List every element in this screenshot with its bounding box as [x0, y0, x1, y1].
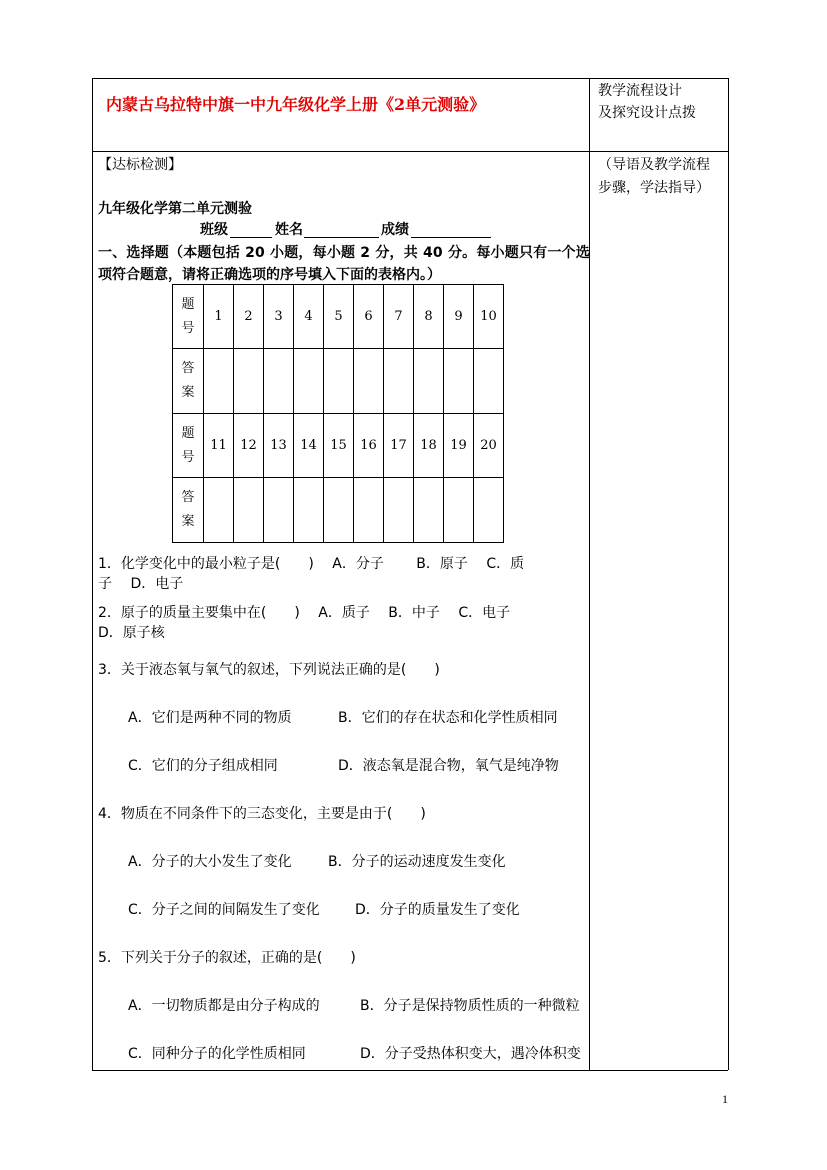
table-row	[173, 285, 504, 349]
question-number-header: 题 号	[173, 414, 204, 478]
frame-bottom-line	[92, 1070, 728, 1071]
table-row	[173, 414, 504, 478]
question-5-option-d: D．分子受热体积变大，遇冷体积变	[360, 1046, 581, 1062]
question-number-cell: 1	[204, 285, 234, 349]
answer-cell[interactable]	[264, 478, 294, 543]
question-5: 5．下列关于分子的叙述，正确的是( )	[98, 950, 356, 966]
answer-cell[interactable]	[414, 349, 444, 414]
answer-cell[interactable]	[204, 349, 234, 414]
instruction-line1: 一、选择题（本题包括 20 小题，每小题 2 分，共 40 分。每小题只有一个选	[98, 245, 590, 261]
answer-cell[interactable]	[474, 349, 504, 414]
side-note-line1: （导语及教学流程	[598, 157, 710, 173]
score-label: 成绩	[381, 222, 409, 238]
question-number-cell: 19	[444, 414, 474, 478]
question-number-cell: 5	[324, 285, 354, 349]
answer-cell[interactable]	[234, 478, 264, 543]
answer-cell[interactable]	[444, 349, 474, 414]
question-number-cell: 3	[264, 285, 294, 349]
frame-left-line	[92, 78, 93, 1070]
answer-cell[interactable]	[294, 349, 324, 414]
question-number-cell: 20	[474, 414, 504, 478]
answer-cell[interactable]	[354, 478, 384, 543]
question-4: 4．物质在不同条件下的三态变化，主要是由于( )	[98, 806, 426, 822]
answer-header: 答 案	[173, 349, 204, 414]
class-blank	[230, 237, 272, 238]
question-number-cell: 16	[354, 414, 384, 478]
answer-cell[interactable]	[414, 478, 444, 543]
answer-cell[interactable]	[204, 478, 234, 543]
answer-cell[interactable]	[444, 478, 474, 543]
question-number-cell: 13	[264, 414, 294, 478]
frame-header-divider	[92, 151, 728, 152]
question-number-header: 题 号	[173, 285, 204, 349]
question-number-cell: 6	[354, 285, 384, 349]
side-note-line2: 步骤，学法指导）	[598, 180, 710, 196]
question-number-cell: 11	[204, 414, 234, 478]
answer-cell[interactable]	[324, 349, 354, 414]
question-5-option-c: C．同种分子的化学性质相同	[128, 1046, 306, 1062]
answer-cell[interactable]	[324, 478, 354, 543]
question-number-cell: 17	[384, 414, 414, 478]
test-name: 九年级化学第二单元测验	[98, 201, 252, 217]
answer-cell[interactable]	[354, 349, 384, 414]
question-5-option-a: A．一切物质都是由分子构成的	[128, 998, 320, 1014]
answer-table	[172, 284, 504, 543]
answer-cell[interactable]	[384, 478, 414, 543]
question-2-line2: D．原子核	[98, 625, 165, 641]
frame-right-line	[728, 78, 729, 1070]
page-number: 1	[722, 1092, 728, 1106]
question-3-option-a: A．它们是两种不同的物质	[128, 710, 292, 726]
question-4-option-a: A．分子的大小发生了变化	[128, 854, 292, 870]
question-4-option-c: C．分子之间的间隔发生了变化	[128, 902, 320, 918]
question-4-option-b: B．分子的运动速度发生变化	[328, 854, 506, 870]
question-3-option-b: B．它们的存在状态和化学性质相同	[338, 710, 558, 726]
question-number-cell: 15	[324, 414, 354, 478]
question-3: 3．关于液态氧与氧气的叙述，下列说法正确的是( )	[98, 662, 440, 678]
instruction-line2: 项符合题意，请将正确选项的序号填入下面的表格内。）	[98, 267, 441, 283]
document-title: 内蒙古乌拉特中旗一中九年级化学上册《2单元测验》	[106, 95, 486, 114]
question-number-cell: 7	[384, 285, 414, 349]
question-5-option-b: B．分子是保持物质性质的一种微粒	[360, 998, 580, 1014]
answer-cell[interactable]	[294, 478, 324, 543]
question-2-line1: 2．原子的质量主要集中在( ) A．质子 B．中子 C．电子	[98, 605, 511, 621]
student-name-label: 姓名	[275, 222, 303, 238]
side-header-line2: 及探究设计点拨	[598, 105, 696, 121]
answer-cell[interactable]	[384, 349, 414, 414]
question-number-cell: 8	[414, 285, 444, 349]
question-number-cell: 10	[474, 285, 504, 349]
answer-cell[interactable]	[474, 478, 504, 543]
question-number-cell: 18	[414, 414, 444, 478]
question-1-line1: 1．化学变化中的最小粒子是( ) A．分子 B．原子 C．质	[98, 556, 525, 572]
answer-cell[interactable]	[264, 349, 294, 414]
table-row	[173, 478, 504, 543]
score-blank	[411, 237, 491, 238]
question-3-option-d: D．液态氧是混合物，氧气是纯净物	[338, 758, 559, 774]
question-4-option-d: D．分子的质量发生了变化	[355, 902, 520, 918]
question-3-option-c: C．它们的分子组成相同	[128, 758, 278, 774]
question-number-cell: 14	[294, 414, 324, 478]
name-blank	[304, 237, 379, 238]
side-header-line1: 教学流程设计	[598, 83, 682, 99]
answer-header: 答 案	[173, 478, 204, 543]
section-label: 【达标检测】	[98, 157, 182, 173]
question-number-cell: 2	[234, 285, 264, 349]
question-number-cell: 4	[294, 285, 324, 349]
question-number-cell: 12	[234, 414, 264, 478]
question-1-line2: 子 D．电子	[98, 576, 184, 592]
frame-top-line	[92, 78, 728, 79]
class-label: 班级	[200, 222, 228, 238]
question-number-cell: 9	[444, 285, 474, 349]
frame-middle-line	[589, 78, 590, 1070]
table-row	[173, 349, 504, 414]
answer-cell[interactable]	[234, 349, 264, 414]
